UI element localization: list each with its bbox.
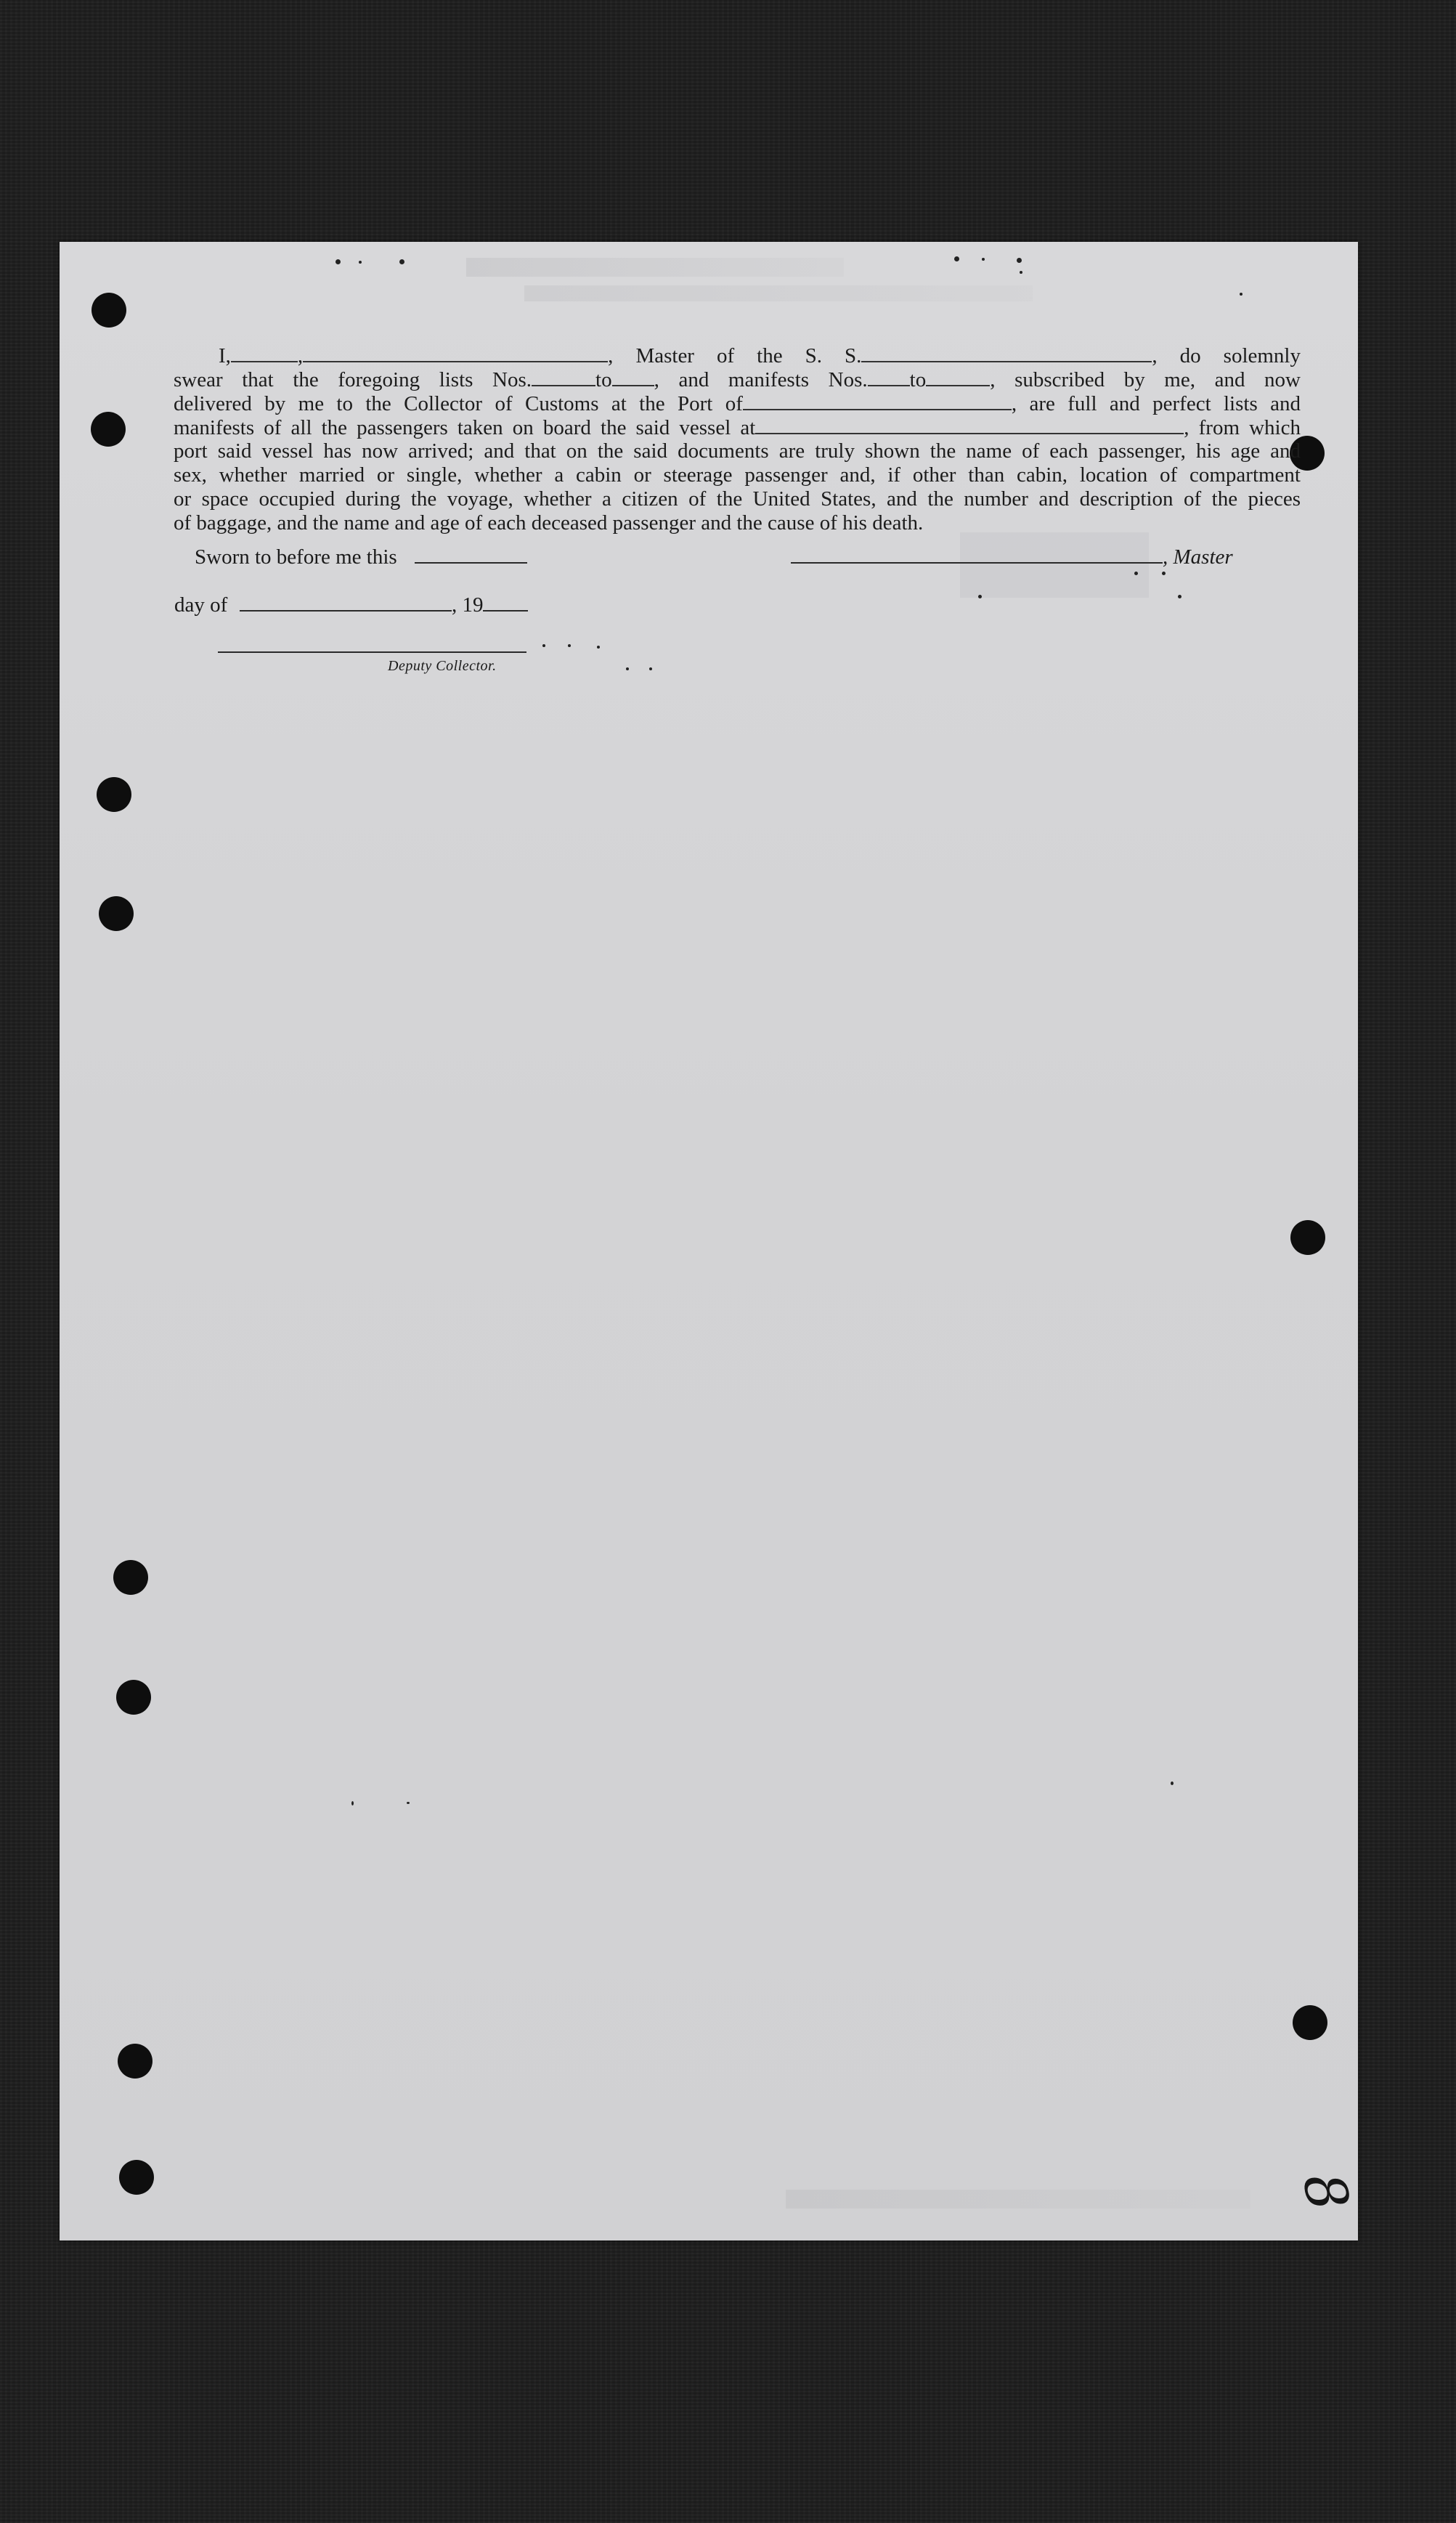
- speck: [399, 259, 404, 264]
- oath-line-3: [174, 391, 1301, 415]
- manifests-to-blank: [926, 367, 990, 386]
- speck: [335, 259, 341, 264]
- oath-text: delivered by me to the Collector of Customs at the Port of: [174, 392, 743, 415]
- year-blank: [483, 610, 528, 612]
- oath-text: , Master of the S. S.: [608, 344, 862, 367]
- oath-line-8: of baggage, and the name and age of each deceased passenger and the cause of his death.: [174, 511, 924, 535]
- oath-line-2: [174, 367, 1301, 391]
- port-blank: [743, 391, 1012, 410]
- oath-line-1: [174, 344, 1301, 367]
- speck: [954, 256, 959, 261]
- oath-line-7: or space occupied during the voyage, whether a citizen of the United States, and the number and description of the pieces: [174, 487, 1301, 511]
- punch-hole: [116, 1680, 151, 1715]
- lists-from-blank: [532, 367, 595, 386]
- deputy-collector-caption: Deputy Collector.: [388, 658, 497, 674]
- day-of-prefix: day of: [174, 593, 228, 617]
- speck: [1017, 258, 1022, 263]
- speck: [982, 258, 985, 261]
- oath-line-5: port said vessel has now arrived; and that on the said documents are truly shown the name of each passenger, his age and: [174, 439, 1301, 463]
- speck: [1171, 1781, 1174, 1785]
- speck: [542, 644, 545, 647]
- speck: [1134, 572, 1138, 575]
- punch-hole: [97, 777, 131, 812]
- lists-to-blank: [612, 367, 654, 386]
- master-label: , Master: [1163, 545, 1233, 569]
- handwritten-page-number: 8: [1289, 2167, 1361, 2217]
- punch-hole: [1293, 2005, 1327, 2040]
- manifests-from-blank: [868, 367, 910, 386]
- speck: [649, 667, 652, 670]
- oath-text: , are full and perfect lists and: [1011, 392, 1301, 415]
- punch-hole: [113, 1560, 148, 1595]
- punch-hole: [99, 896, 134, 931]
- oath-text: ,: [297, 344, 304, 367]
- master-name-blank: [303, 344, 608, 362]
- oath-text: to: [595, 368, 612, 391]
- deputy-collector-signature-line: [218, 651, 526, 653]
- speck: [568, 644, 571, 647]
- sworn-date-blank: [415, 562, 527, 564]
- ship-name-blank: [861, 344, 1152, 362]
- document-sheet: [60, 242, 1361, 2240]
- oath-text: swear that the foregoing lists Nos.: [174, 368, 532, 391]
- oath-text: , do solemnly: [1152, 344, 1301, 367]
- oath-text: to: [909, 368, 927, 391]
- punch-hole: [118, 2044, 152, 2079]
- punch-hole: [91, 412, 126, 447]
- punch-hole: [119, 2160, 154, 2195]
- speck: [626, 667, 629, 670]
- oath-line-6: sex, whether married or single, whether a cabin or steerage passenger and, if other than cabin, location of compartment: [174, 463, 1301, 487]
- oath-text: manifests of all the passengers taken on board the said vessel at: [174, 416, 756, 439]
- speck: [1178, 595, 1182, 598]
- speck: [1020, 271, 1022, 274]
- bleed-through-text-top-2: [524, 285, 1033, 301]
- speck: [978, 595, 982, 598]
- sworn-prefix: Sworn to before me this: [195, 545, 397, 569]
- punch-hole: [91, 293, 126, 328]
- oath-text: , subscribed by me, and now: [990, 368, 1301, 391]
- blank-field: [231, 344, 298, 362]
- speck: [351, 1801, 354, 1805]
- oath-text: , from which: [1184, 416, 1301, 439]
- speck: [359, 261, 362, 264]
- day-of-blank: [240, 610, 452, 612]
- master-signature-line: [791, 562, 1163, 564]
- punch-hole: [1290, 1220, 1325, 1255]
- speck: [597, 646, 600, 649]
- bleed-through-text-top: [466, 258, 844, 277]
- speck: [1240, 293, 1243, 296]
- bleed-through-text-mid: [960, 532, 1149, 598]
- port-of-departure-blank: [755, 415, 1184, 434]
- speck: [1162, 572, 1166, 575]
- year-prefix: , 19: [452, 593, 484, 617]
- bleed-through-text-bottom: [786, 2190, 1250, 2209]
- oath-text: I,: [219, 344, 231, 367]
- oath-line-4: [174, 415, 1301, 439]
- oath-paragraph: [174, 344, 1301, 535]
- speck: [407, 1802, 410, 1804]
- oath-text: , and manifests Nos.: [654, 368, 868, 391]
